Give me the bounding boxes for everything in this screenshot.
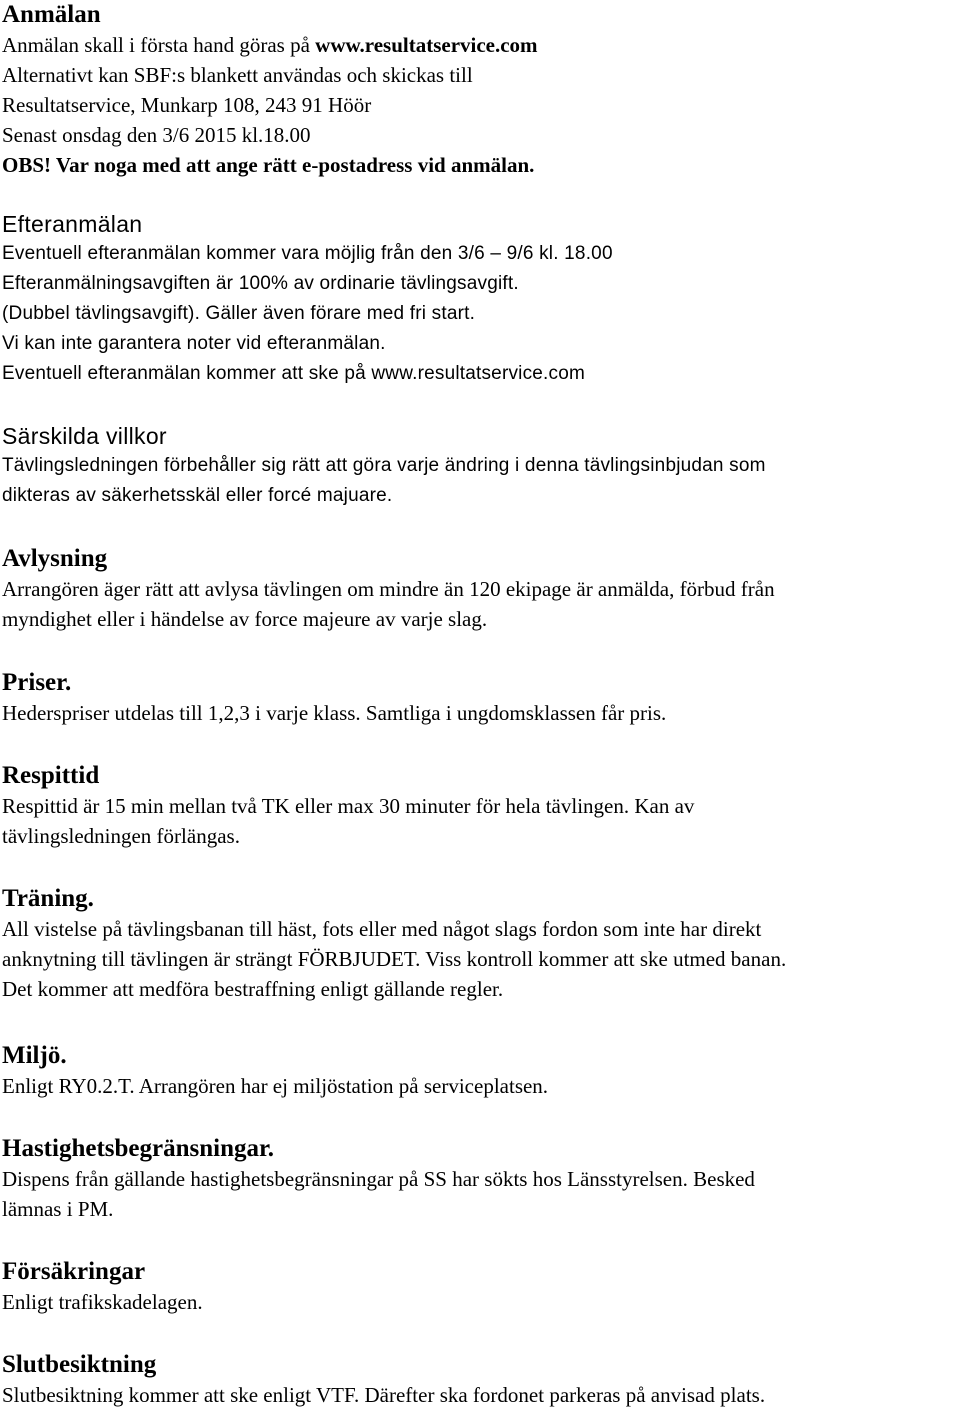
section-forsakringar bbox=[2, 1257, 960, 1317]
traning-line: All vistelse på tävlingsbanan till häst, fots eller med något slags fordon som inte har direkt bbox=[2, 917, 762, 941]
respittid-line: tävlingsledningen förlängas. bbox=[2, 824, 240, 848]
heading-avlysning: Avlysning bbox=[2, 545, 108, 572]
traning-line: anknytning till tävlingen är strängt FÖRBJUDET. Viss kontroll kommer att ske utmed banan. bbox=[2, 947, 787, 971]
section-hastighetsbegransningar bbox=[2, 1134, 960, 1224]
resultatservice-link[interactable]: www.resultatservice.com bbox=[315, 33, 538, 57]
section-slutbesiktning bbox=[2, 1350, 960, 1410]
section-sarskilda-villkor bbox=[2, 421, 960, 511]
efteranmalan-line: Eventuell efteranmälan kommer att ske på www.resultatservice.com bbox=[2, 363, 586, 384]
heading-hastighetsbegransningar: Hastighetsbegränsningar. bbox=[2, 1135, 275, 1162]
respittid-line: Respittid är 15 min mellan två TK eller max 30 minuter för hela tävlingen. Kan av bbox=[2, 794, 695, 818]
heading-anmalan: Anmälan bbox=[2, 1, 101, 28]
section-anmalan bbox=[2, 0, 960, 180]
avlysning-line: myndighet eller i händelse av force majeure av varje slag. bbox=[2, 607, 488, 631]
section-respittid bbox=[2, 761, 960, 851]
sarskilda-line: Tävlingsledningen förbehåller sig rätt att göra varje ändring i denna tävlingsinbjudan som bbox=[2, 455, 766, 476]
heading-slutbesiktning: Slutbesiktning bbox=[2, 1351, 157, 1378]
avlysning-line: Arrangören äger rätt att avlysa tävlingen om mindre än 120 ekipage är anmälda, förbud från bbox=[2, 577, 775, 601]
anmalan-line-4: Senast onsdag den 3/6 2015 kl.18.00 bbox=[2, 123, 311, 147]
anmalan-text: Anmälan skall i första hand göras på bbox=[2, 33, 316, 57]
heading-forsakringar: Försäkringar bbox=[2, 1258, 146, 1285]
section-traning bbox=[2, 884, 960, 1004]
heading-priser: Priser. bbox=[2, 669, 72, 696]
anmalan-line-2: Alternativt kan SBF:s blankett användas och skickas till bbox=[2, 63, 473, 87]
heading-efteranmalan: Efteranmälan bbox=[2, 211, 143, 237]
heading-traning: Träning. bbox=[2, 885, 94, 912]
section-miljo bbox=[2, 1041, 960, 1101]
efteranmalan-line: Vi kan inte garantera noter vid efteranmälan. bbox=[2, 333, 386, 354]
slutbesiktning-line: Slutbesiktning kommer att ske enligt VTF. Därefter ska fordonet parkeras på anvisad plats. bbox=[2, 1383, 766, 1407]
miljo-line: Enligt RY0.2.T. Arrangören har ej miljöstation på serviceplatsen. bbox=[2, 1074, 549, 1098]
section-priser bbox=[2, 668, 960, 728]
heading-respittid: Respittid bbox=[2, 762, 100, 789]
hastighet-line: Dispens från gällande hastighetsbegränsningar på SS har sökts hos Länsstyrelsen. Besked bbox=[2, 1167, 755, 1191]
traning-line: Det kommer att medföra bestraffning enligt gällande regler. bbox=[2, 977, 504, 1001]
efteranmalan-line: Eventuell efteranmälan kommer vara möjlig från den 3/6 – 9/6 kl. 18.00 bbox=[2, 243, 613, 264]
sarskilda-line: dikteras av säkerhetsskäl eller forcé majuare. bbox=[2, 485, 393, 506]
anmalan-line-1 bbox=[2, 30, 960, 60]
anmalan-obs-line: OBS! Var noga med att ange rätt e-postadress vid anmälan. bbox=[2, 153, 535, 177]
section-efteranmalan bbox=[2, 209, 960, 389]
hastighet-line: lämnas i PM. bbox=[2, 1197, 114, 1221]
efteranmalan-line: (Dubbel tävlingsavgift). Gäller även förare med fri start. bbox=[2, 303, 476, 324]
priser-line: Hederspriser utdelas till 1,2,3 i varje klass. Samtliga i ungdomsklassen får pris. bbox=[2, 701, 667, 725]
forsakringar-line: Enligt trafikskadelagen. bbox=[2, 1290, 203, 1314]
anmalan-line-3: Resultatservice, Munkarp 108, 243 91 Höör bbox=[2, 93, 372, 117]
heading-sarskilda-villkor: Särskilda villkor bbox=[2, 423, 167, 449]
heading-miljo: Miljö. bbox=[2, 1042, 67, 1069]
section-avlysning bbox=[2, 544, 960, 634]
efteranmalan-line: Efteranmälningsavgiften är 100% av ordinarie tävlingsavgift. bbox=[2, 273, 519, 294]
